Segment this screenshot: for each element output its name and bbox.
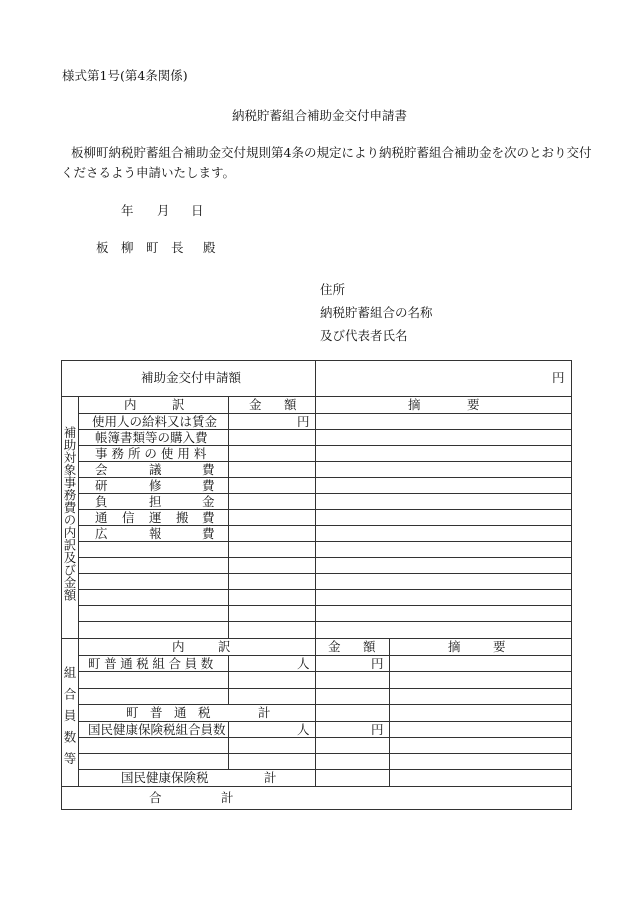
s2-head-breakdown-1: 内: [172, 639, 185, 654]
s2-person-unit-2: 人: [297, 722, 310, 737]
s1-row-books: 帳簿書類等の購入費: [95, 430, 208, 445]
date-month: 月: [157, 203, 170, 218]
date-year: 年: [121, 203, 134, 218]
s1-yen-unit: 円: [297, 414, 310, 429]
s2-head-amount-1: 金: [328, 639, 341, 654]
s1-head-breakdown-1: 内: [124, 397, 137, 412]
body-text-line2: くださるよう申請いたします。: [61, 165, 236, 180]
date-day: 日: [191, 203, 204, 218]
s2-row-town-tax-members: 町普通税組合員数: [88, 656, 217, 671]
grant-yen-unit: 円: [552, 370, 565, 385]
form-number: 様式第1号(第4条関係): [62, 68, 188, 83]
s2-head-breakdown-2: 訳: [218, 639, 231, 654]
form-title: 納税貯蓄組合補助金交付申請書: [232, 108, 408, 123]
s2-yen-unit-1: 円: [371, 656, 384, 671]
s2-yen-unit-2: 円: [371, 722, 384, 737]
s2-head-amount-2: 額: [363, 639, 376, 654]
section2-side-label: 組合員数等: [62, 666, 77, 774]
s2-person-unit-1: 人: [297, 656, 310, 671]
s1-head-breakdown-2: 訳: [172, 397, 185, 412]
s2-head-summary-1: 摘: [448, 639, 461, 654]
s1-row-wages: 使用人の給料又は賃金: [92, 414, 218, 429]
section1-side-label: 補助対象事務費の内訳及び金額: [62, 426, 77, 601]
s1-head-summary-1: 摘: [408, 397, 421, 412]
grant-amount-field[interactable]: [316, 361, 570, 396]
body-text-line1: 板柳町納税貯蓄組合補助金交付規則第4条の規定により納税貯蓄組合補助金を次のとおり交付: [71, 145, 592, 160]
s2-head-summary-2: 要: [493, 639, 506, 654]
applicant-rep-label: 及び代表者氏名: [320, 328, 408, 343]
applicant-name-label: 納税貯蓄組合の名称: [320, 305, 433, 320]
s2-row-nhi-tax-members: 国民健康保険税組合員数: [88, 722, 226, 737]
s2-subtotal-nhi-label: 国民健康保険税: [121, 770, 209, 785]
s1-head-amount-1: 金: [249, 397, 262, 412]
s1-row-office: 事 務 所 の 使 用 料: [95, 446, 207, 461]
s1-head-summary-2: 要: [467, 397, 480, 412]
s2-subtotal-nhi-kei: 計: [264, 770, 277, 785]
s1-head-amount-2: 額: [284, 397, 297, 412]
grant-amount-label: 補助金交付申請額: [141, 370, 242, 385]
applicant-address-label: 住所: [320, 282, 346, 297]
